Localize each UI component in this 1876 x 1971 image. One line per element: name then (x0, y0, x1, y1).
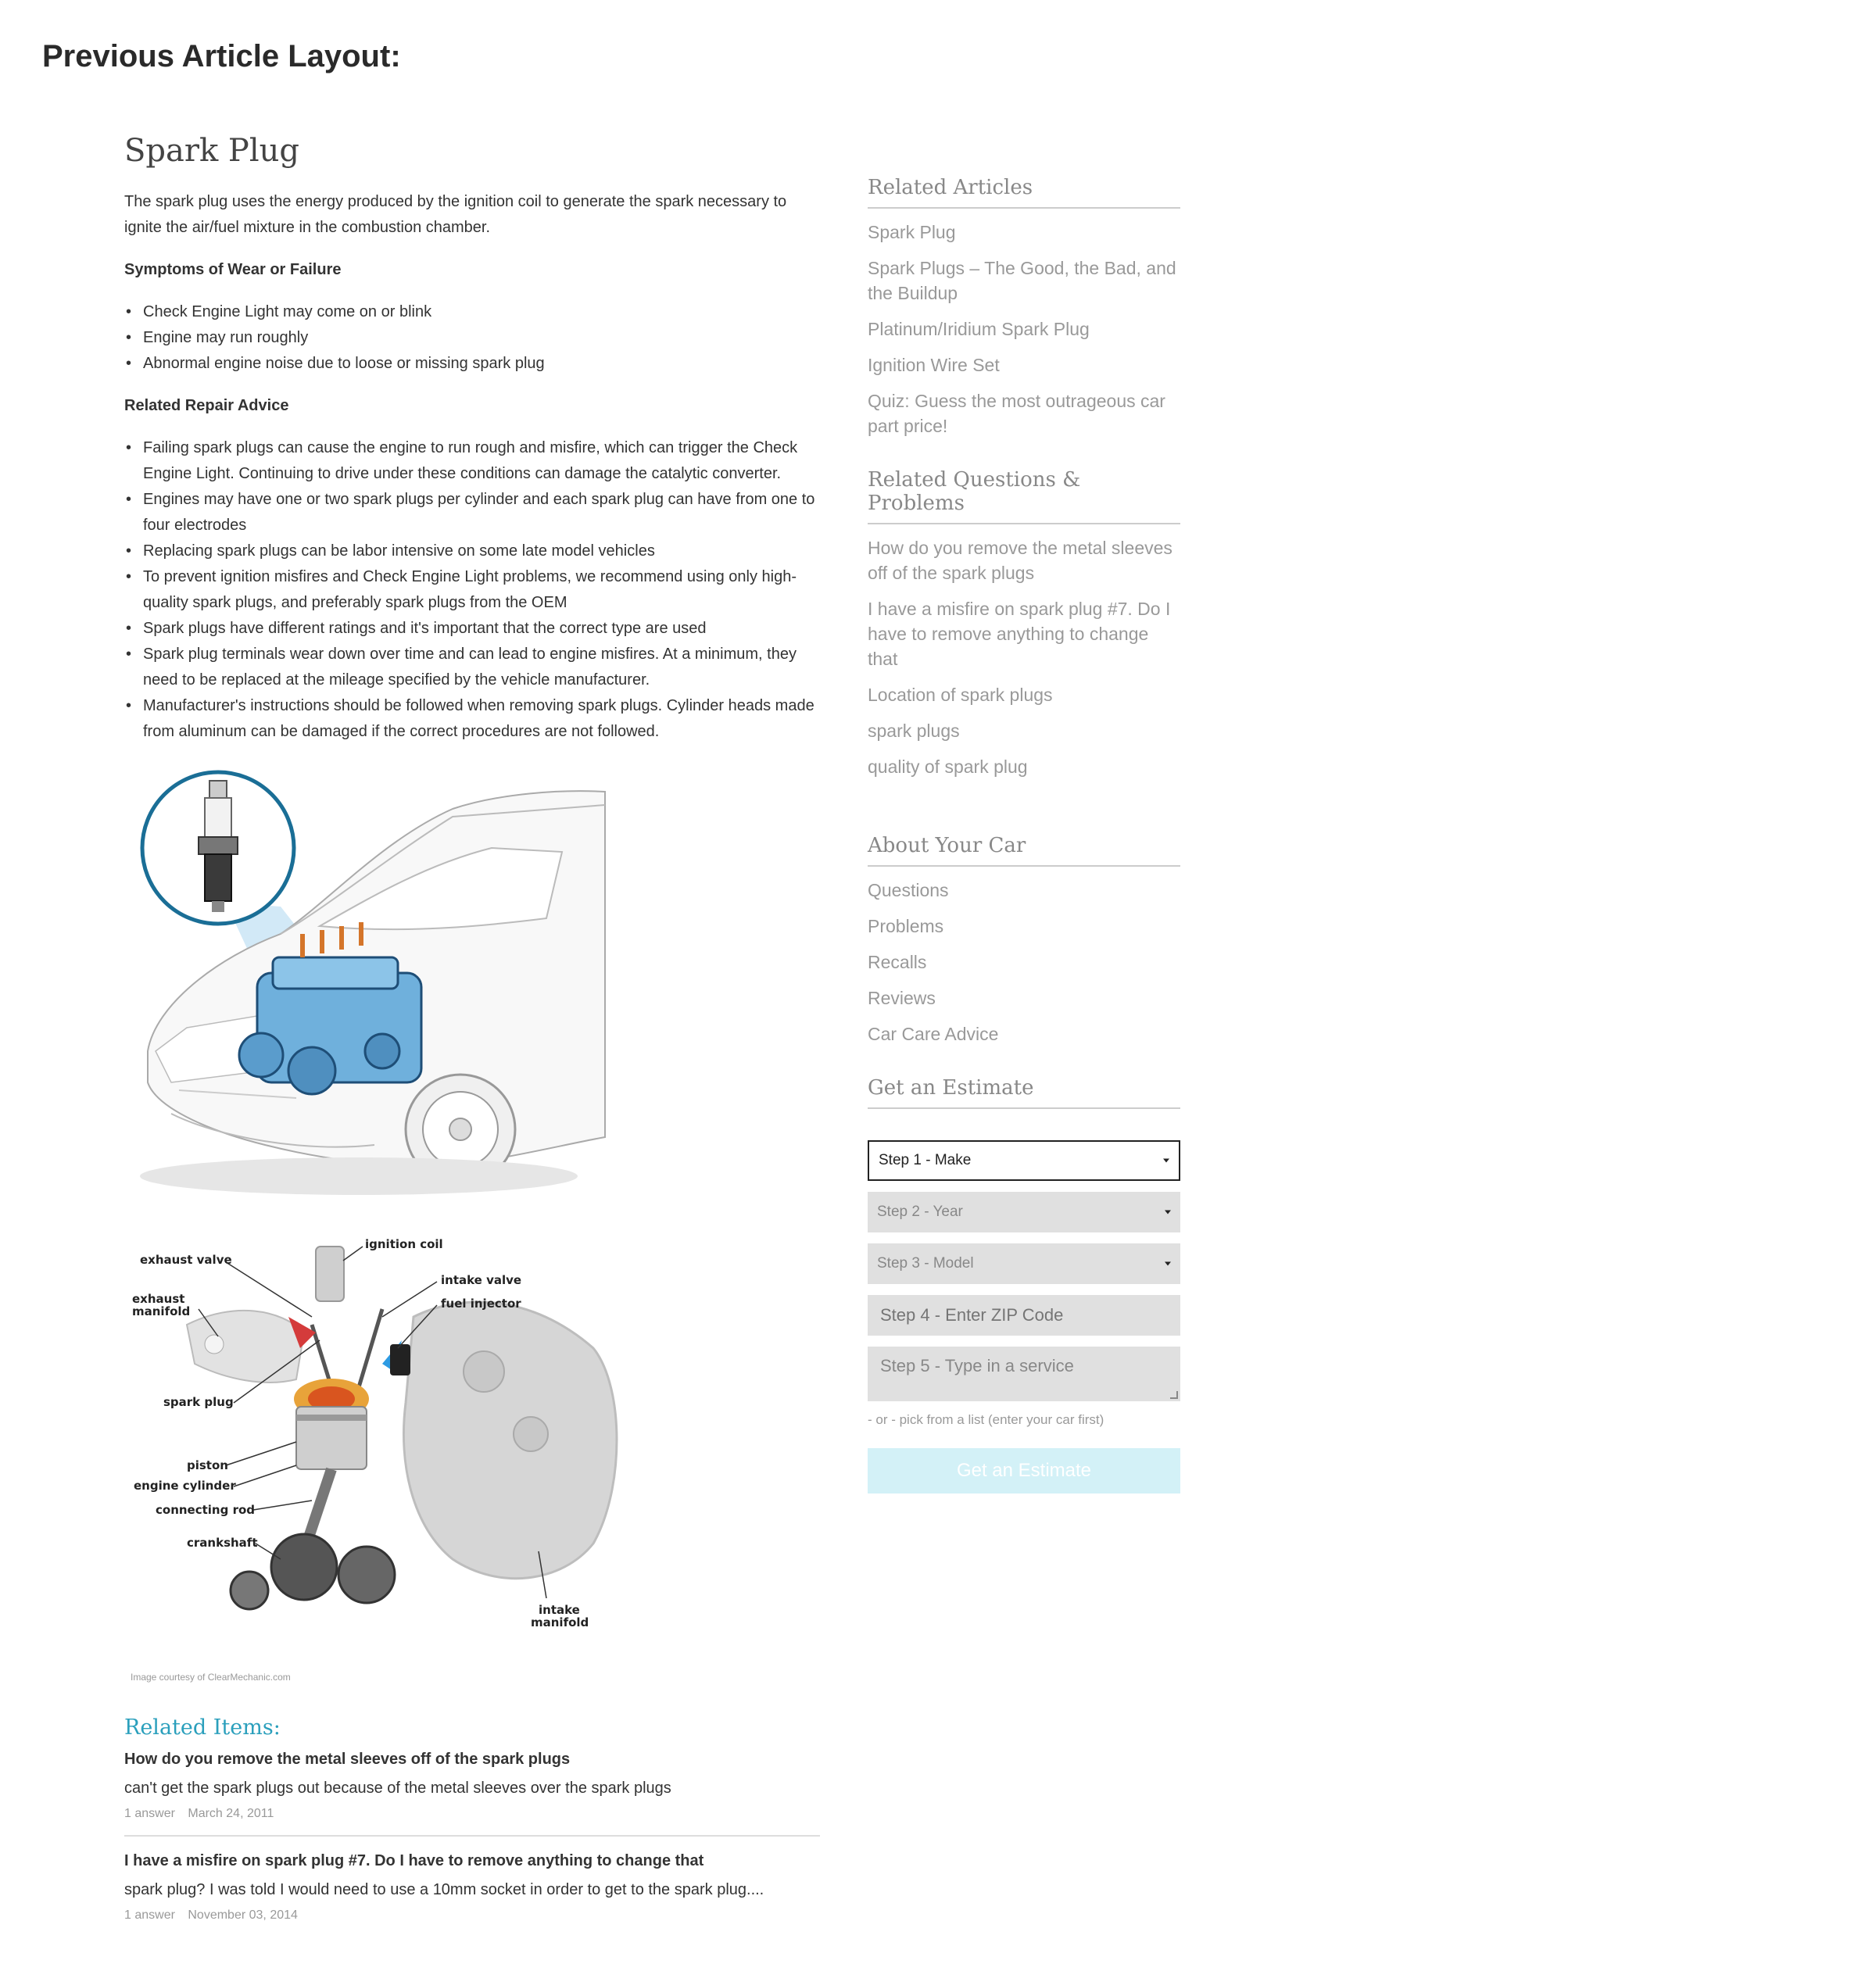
related-item-title[interactable]: How do you remove the metal sleeves off of the spark plugs (124, 1751, 571, 1768)
make-select-value: Step 1 - Make (879, 1152, 972, 1168)
related-question-link[interactable]: spark plugs (868, 721, 960, 741)
item-date: March 24, 2011 (188, 1807, 274, 1820)
related-article-link[interactable]: Spark Plug (868, 222, 956, 242)
symptoms-list (143, 299, 820, 377)
answer-count: 1 answer (124, 1908, 175, 1922)
about-car-link-problems[interactable]: Problems (868, 916, 944, 936)
list-item: • Abnormal engine noise due to loose or missing spark plug (143, 351, 820, 377)
caret-down-icon (1165, 1211, 1171, 1214)
image-caption: Image courtesy of ClearMechanic.com (131, 1672, 291, 1683)
item-date: November 03, 2014 (188, 1908, 298, 1922)
label-crankshaft: crankshaft (187, 1536, 258, 1550)
related-article-link[interactable]: Ignition Wire Set (868, 355, 1000, 375)
estimate-hint: - or - pick from a list (enter your car first) (868, 1412, 1104, 1427)
related-questions-section (868, 468, 1180, 779)
car-engine-illustration (124, 770, 609, 1207)
engine-diagram-svg (124, 1231, 625, 1669)
related-questions-heading: Related Questions & Problems (868, 468, 1180, 524)
about-car-link-questions[interactable]: Questions (868, 880, 949, 900)
list-item: • Engines may have one or two spark plugs per cylinder and each spark plug can have from one to four electrodes (143, 487, 820, 538)
estimate-section (868, 1076, 1180, 1493)
related-item[interactable] (124, 1852, 820, 1937)
about-car-section (868, 834, 1180, 1046)
related-article-link[interactable]: Spark Plugs – The Good, the Bad, and the Buildup (868, 258, 1176, 303)
related-article-link[interactable]: Quiz: Guess the most outrageous car part price! (868, 391, 1165, 436)
list-item: • Check Engine Light may come on or blink (143, 299, 820, 325)
article-intro: The spark plug uses the energy produced by the ignition coil to generate the spark necessary to ignite the air/fuel mixture in the combustion chamber. (124, 193, 787, 236)
advice-heading: Related Repair Advice (124, 397, 289, 414)
related-articles-section (868, 176, 1180, 438)
label-intake-valve: intake valve (441, 1273, 522, 1287)
caret-down-icon (1165, 1262, 1171, 1266)
zip-code-input[interactable] (868, 1295, 1180, 1336)
article-title: Spark Plug (124, 133, 300, 169)
estimate-heading: Get an Estimate (868, 1076, 1180, 1109)
spark-plug-inset (142, 772, 294, 924)
related-question-link[interactable]: Location of spark plugs (868, 685, 1053, 705)
make-select[interactable] (868, 1140, 1180, 1181)
related-question-link[interactable]: I have a misfire on spark plug #7. Do I have to remove anything to change that (868, 599, 1171, 669)
related-item-meta (124, 1807, 820, 1821)
answer-count: 1 answer (124, 1807, 175, 1820)
model-select-value: Step 3 - Model (877, 1255, 974, 1272)
car-illustration-svg (124, 770, 609, 1207)
list-item: • To prevent ignition misfires and Check Engine Light problems, we recommend using only high-quality spark plugs, and preferably spark plugs from the OEM (143, 564, 820, 616)
sidebar (868, 176, 1180, 1523)
list-item: • Manufacturer's instructions should be followed when removing spark plugs. Cylinder heads made from aluminum can be damaged if the correct procedures are not followed. (143, 693, 820, 745)
label-exhaust-manifold-1: exhaust (132, 1292, 185, 1306)
list-item: • Replacing spark plugs can be labor intensive on some late model vehicles (143, 538, 820, 564)
label-exhaust-manifold-2: manifold (132, 1304, 191, 1318)
year-select[interactable] (868, 1192, 1180, 1232)
label-fuel-injector: fuel injector (441, 1297, 521, 1311)
label-exhaust-valve: exhaust valve (140, 1253, 232, 1267)
label-spark-plug: spark plug (163, 1395, 234, 1409)
label-intake-manifold-2: manifold (531, 1615, 589, 1629)
article-main (124, 133, 820, 1952)
label-connecting-rod: connecting rod (156, 1503, 256, 1517)
list-item: • Spark plugs have different ratings and it's important that the correct type are used (143, 616, 820, 642)
layout-heading: Previous Article Layout: (42, 39, 401, 73)
engine-cutaway-diagram (124, 1231, 625, 1669)
year-select-value: Step 2 - Year (877, 1204, 963, 1220)
about-car-link-reviews[interactable]: Reviews (868, 988, 936, 1008)
label-engine-cylinder: engine cylinder (134, 1479, 236, 1493)
about-car-heading: About Your Car (868, 834, 1180, 867)
resize-handle-icon[interactable] (1170, 1391, 1178, 1399)
label-piston: piston (187, 1458, 228, 1472)
model-select[interactable] (868, 1243, 1180, 1284)
get-estimate-button[interactable]: Get an Estimate (868, 1448, 1180, 1493)
related-article-link[interactable]: Platinum/Iridium Spark Plug (868, 319, 1090, 339)
related-item[interactable] (124, 1751, 820, 1837)
label-ignition-coil: ignition coil (365, 1237, 443, 1251)
caret-down-icon (1163, 1159, 1169, 1163)
service-textarea[interactable] (868, 1347, 1180, 1401)
related-item-title[interactable]: I have a misfire on spark plug #7. Do I have to remove anything to change that (124, 1852, 704, 1869)
service-textarea-placeholder: Step 5 - Type in a service (880, 1356, 1074, 1375)
list-item: • Engine may run roughly (143, 325, 820, 351)
about-car-link-care-advice[interactable]: Car Care Advice (868, 1024, 999, 1044)
related-item-body: spark plug? I was told I would need to use a 10mm socket in order to get to the spark plug.... (124, 1881, 764, 1898)
symptoms-heading: Symptoms of Wear or Failure (124, 261, 342, 278)
list-item: • Spark plug terminals wear down over time and can lead to engine misfires. At a minimum, they need to be replaced at the mileage specified by the vehicle manufacturer. (143, 642, 820, 693)
related-question-link[interactable]: How do you remove the metal sleeves off of the spark plugs (868, 538, 1172, 583)
advice-list (143, 435, 820, 745)
about-car-link-recalls[interactable]: Recalls (868, 952, 927, 972)
label-intake-manifold-1: intake (539, 1603, 580, 1617)
related-item-body: can't get the spark plugs out because of the metal sleeves over the spark plugs (124, 1780, 671, 1797)
related-question-link[interactable]: quality of spark plug (868, 757, 1028, 777)
related-items-title: Related Items: (124, 1715, 281, 1740)
related-item-meta (124, 1908, 820, 1923)
list-item: • Failing spark plugs can cause the engine to run rough and misfire, which can trigger the Check Engine Light. Continuing to drive under these conditions can damage the catalytic converter. (143, 435, 820, 487)
related-articles-heading: Related Articles (868, 176, 1180, 209)
